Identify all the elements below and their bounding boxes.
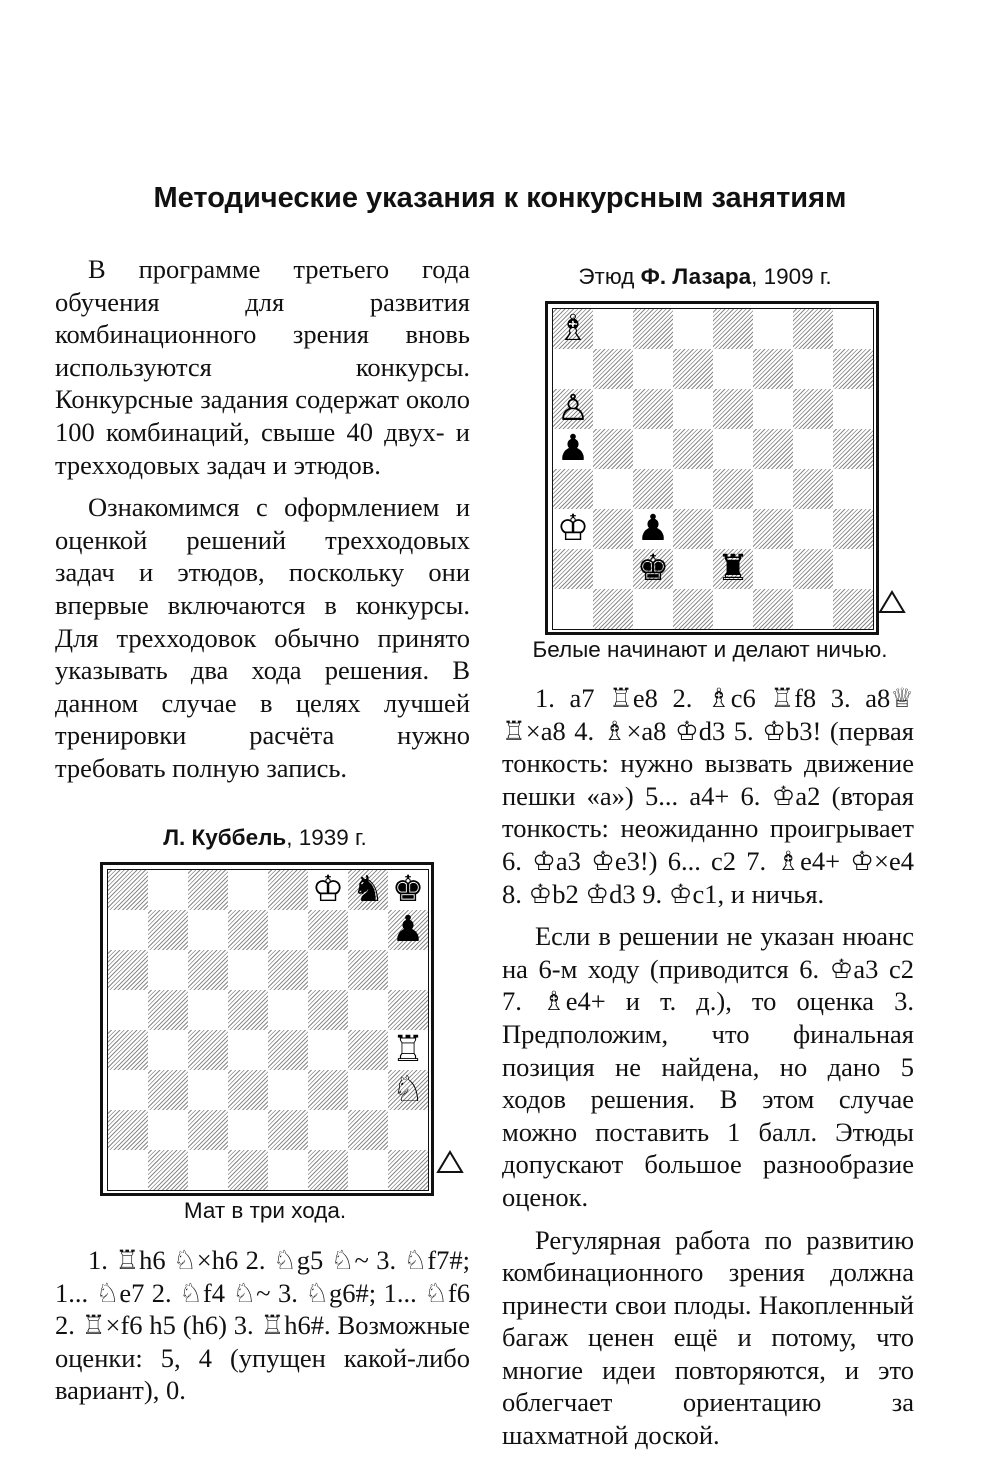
square-g1 — [348, 1150, 388, 1190]
paragraph: В программе третьего года обучения для развития комбинационного зрения вновь используются конкурсы. Конкурсные задания содержат около 100 комбинаций, свыше 40 двух- и трехходовых задач и этюдов. — [55, 254, 470, 480]
square-b6 — [148, 950, 188, 990]
triangle-icon — [878, 590, 906, 614]
square-b8 — [593, 309, 633, 349]
square-f3 — [308, 1070, 348, 1110]
square-g8 — [348, 870, 388, 910]
square-a8 — [553, 309, 593, 349]
problem-caption — [100, 825, 430, 851]
square-a1 — [108, 1150, 148, 1190]
square-b4 — [593, 469, 633, 509]
square-h1 — [388, 1150, 428, 1190]
square-h8 — [388, 870, 428, 910]
black-knight-icon: ♞ — [351, 869, 385, 910]
problem-year: , 1939 г. — [286, 825, 367, 850]
square-g3 — [348, 1070, 388, 1110]
square-f2 — [308, 1110, 348, 1150]
square-a5 — [553, 429, 593, 469]
square-e7 — [268, 910, 308, 950]
square-f4 — [753, 469, 793, 509]
square-d4 — [228, 1030, 268, 1070]
square-h4 — [833, 469, 873, 509]
square-h5 — [833, 429, 873, 469]
study-author: Ф. Лазара — [640, 264, 752, 289]
square-d5 — [673, 429, 713, 469]
black-pawn-icon: ♟ — [636, 508, 670, 549]
chess-board-study — [545, 301, 879, 635]
square-h7 — [833, 349, 873, 389]
square-a1 — [553, 589, 593, 629]
square-f1 — [753, 589, 793, 629]
square-b5 — [593, 429, 633, 469]
square-g6 — [348, 950, 388, 990]
paragraph: Регулярная работа по развитию комбинационного зрения должна принести свои плоды. Накопленный багаж ценен ещё и потому, что многие идеи повторяются, и это облегчает ориентацию за шахматной доской. — [502, 1224, 914, 1451]
square-f2 — [753, 549, 793, 589]
black-rook-icon: ♜ — [716, 548, 750, 589]
square-c3 — [188, 1070, 228, 1110]
problem-subcaption: Мат в три хода. — [183, 1198, 347, 1223]
square-d8 — [228, 870, 268, 910]
square-d7 — [673, 349, 713, 389]
square-c4 — [188, 1030, 228, 1070]
square-e8 — [268, 870, 308, 910]
square-b3 — [148, 1070, 188, 1110]
square-a4 — [108, 1030, 148, 1070]
square-e1 — [713, 589, 753, 629]
square-d3 — [228, 1070, 268, 1110]
square-e5 — [713, 429, 753, 469]
square-c2 — [633, 549, 673, 589]
square-b5 — [148, 990, 188, 1030]
square-h1 — [833, 589, 873, 629]
square-h3 — [833, 509, 873, 549]
study-subcaption: Белые начинают и делают ничью. — [532, 637, 888, 662]
square-a6 — [108, 950, 148, 990]
square-c5 — [188, 990, 228, 1030]
square-g1 — [793, 589, 833, 629]
square-c1 — [188, 1150, 228, 1190]
square-e4 — [268, 1030, 308, 1070]
square-f1 — [308, 1150, 348, 1190]
square-a4 — [553, 469, 593, 509]
square-d6 — [228, 950, 268, 990]
square-g5 — [348, 990, 388, 1030]
black-king-icon: ♚ — [636, 548, 670, 589]
square-h5 — [388, 990, 428, 1030]
square-b4 — [148, 1030, 188, 1070]
problem-solution: 1. ♖h6 ♘×h6 2. ♘g5 ♘~ 3. ♘f7#; 1... ♘e7 2. ♘f4 ♘~ 3. ♘g6#; 1... ♘f6 2. ♖×f6 h5 (h6) 3. ♖h6#. Возможные оценки: 5, 4 (упущен какой-либо вариант), 0. — [55, 1245, 470, 1406]
square-f7 — [308, 910, 348, 950]
square-c7 — [633, 349, 673, 389]
square-a2 — [108, 1110, 148, 1150]
square-g5 — [793, 429, 833, 469]
paragraph: Если в решении не указан нюанс на 6-м ходу (приводится 6. ♔a3 c2 7. ♗e4+ и т. д.), то оценка 3. Предположим, что финальная позиция не найдена, но дано 5 ходов решения. В этом случае можно поставить 1 балл. Этюды допускают большое разнообразие оценок. — [502, 921, 914, 1212]
square-h2 — [388, 1110, 428, 1150]
square-e1 — [268, 1150, 308, 1190]
square-f6 — [753, 389, 793, 429]
white-bishop-icon: ♗ — [556, 308, 590, 349]
square-b7 — [148, 910, 188, 950]
square-d4 — [673, 469, 713, 509]
study-solution: 1. a7 ♖e8 2. ♗c6 ♖f8 3. a8♕ ♖×a8 4. ♗×a8 ♔d3 5. ♔b3! (первая тонкость: нужно вызвать движение пешки «а») 5... a4+ 6. ♔a2 (вторая тонкость: неожиданно проигрывает 6. ♔a3 ♔e3!) 6... c2 7. ♗e4+ ♔×e4 8. ♔b2 ♔d3 9. ♔c1, и ничья. — [502, 683, 914, 909]
square-f5 — [753, 429, 793, 469]
page-title: Методические указания к конкурсным занятиям — [153, 182, 847, 214]
right-column — [502, 682, 914, 1452]
square-b8 — [148, 870, 188, 910]
square-e3 — [268, 1070, 308, 1110]
square-d5 — [228, 990, 268, 1030]
square-h6 — [833, 389, 873, 429]
board-grid — [552, 308, 874, 630]
square-g6 — [793, 389, 833, 429]
black-pawn-icon: ♟ — [556, 428, 590, 469]
square-g3 — [793, 509, 833, 549]
study-caption-prefix: Этюд — [578, 264, 635, 289]
square-h7 — [388, 910, 428, 950]
square-g2 — [348, 1110, 388, 1150]
square-d3 — [673, 509, 713, 549]
square-f3 — [753, 509, 793, 549]
problem-author: Л. Куббель — [163, 825, 287, 850]
study-year: , 1909 г. — [751, 264, 832, 289]
square-c2 — [188, 1110, 228, 1150]
square-f6 — [308, 950, 348, 990]
square-h4 — [388, 1030, 428, 1070]
square-d1 — [673, 589, 713, 629]
square-c7 — [188, 910, 228, 950]
white-king-icon: ♔ — [556, 508, 590, 549]
left-column — [55, 253, 470, 785]
square-d7 — [228, 910, 268, 950]
square-e2 — [713, 549, 753, 589]
square-d1 — [228, 1150, 268, 1190]
square-d2 — [673, 549, 713, 589]
square-c8 — [633, 309, 673, 349]
square-f8 — [753, 309, 793, 349]
square-b2 — [593, 549, 633, 589]
square-c4 — [633, 469, 673, 509]
square-b7 — [593, 349, 633, 389]
square-a5 — [108, 990, 148, 1030]
square-d6 — [673, 389, 713, 429]
square-h3 — [388, 1070, 428, 1110]
square-c6 — [633, 389, 673, 429]
square-b1 — [148, 1150, 188, 1190]
white-rook-icon: ♖ — [391, 1029, 425, 1070]
square-f4 — [308, 1030, 348, 1070]
black-pawn-icon: ♟ — [391, 909, 425, 950]
square-b2 — [148, 1110, 188, 1150]
square-a8 — [108, 870, 148, 910]
square-a3 — [108, 1070, 148, 1110]
square-e4 — [713, 469, 753, 509]
square-e6 — [713, 389, 753, 429]
square-g7 — [348, 910, 388, 950]
square-d2 — [228, 1110, 268, 1150]
square-e7 — [713, 349, 753, 389]
square-e5 — [268, 990, 308, 1030]
square-a6 — [553, 389, 593, 429]
square-f7 — [753, 349, 793, 389]
square-a3 — [553, 509, 593, 549]
square-e3 — [713, 509, 753, 549]
square-e2 — [268, 1110, 308, 1150]
square-g2 — [793, 549, 833, 589]
square-e8 — [713, 309, 753, 349]
white-pawn-icon: ♙ — [556, 388, 590, 429]
black-king-icon: ♚ — [391, 869, 425, 910]
paragraph: Ознакомимся с оформлением и оценкой решений трехходовых задач и этюдов, поскольку они впервые включаются в конкурсы. Для трехходовок обычно принято указывать два хода решения. В данном случае в целях лучшей тренировки расчёта нужно требовать полную запись. — [55, 492, 470, 783]
square-c5 — [633, 429, 673, 469]
problem-solution-block — [55, 1244, 470, 1407]
square-h6 — [388, 950, 428, 990]
square-g4 — [348, 1030, 388, 1070]
white-knight-icon: ♘ — [391, 1069, 425, 1110]
square-a7 — [553, 349, 593, 389]
square-a7 — [108, 910, 148, 950]
square-b1 — [593, 589, 633, 629]
square-c8 — [188, 870, 228, 910]
square-e6 — [268, 950, 308, 990]
square-f8 — [308, 870, 348, 910]
square-h8 — [833, 309, 873, 349]
board-grid — [107, 869, 429, 1191]
square-c3 — [633, 509, 673, 549]
square-g4 — [793, 469, 833, 509]
study-caption — [500, 264, 910, 290]
white-king-icon: ♔ — [311, 869, 345, 910]
chess-board-problem — [100, 862, 434, 1196]
square-g7 — [793, 349, 833, 389]
square-h2 — [833, 549, 873, 589]
square-a2 — [553, 549, 593, 589]
square-b6 — [593, 389, 633, 429]
square-b3 — [593, 509, 633, 549]
square-f5 — [308, 990, 348, 1030]
square-c1 — [633, 589, 673, 629]
square-d8 — [673, 309, 713, 349]
square-g8 — [793, 309, 833, 349]
square-c6 — [188, 950, 228, 990]
triangle-icon — [436, 1150, 464, 1174]
